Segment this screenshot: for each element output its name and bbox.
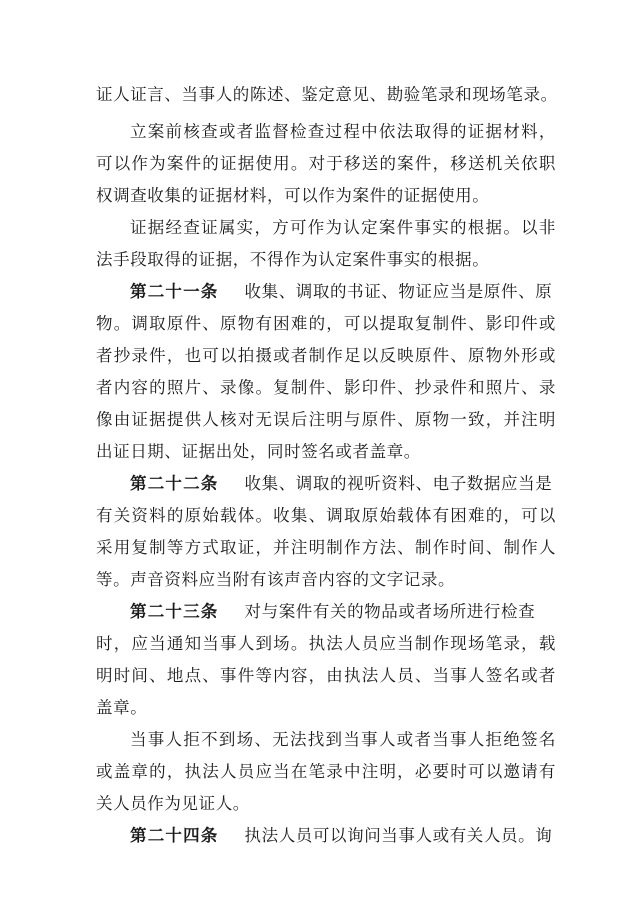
text-line: 或盖章的，执法人员应当在笔录中注明，必要时可以邀请有 [96,762,556,781]
text-line: 明时间、地点、事件等内容，由执法人员、当事人签名或者 [96,666,556,685]
text-line: 法手段取得的证据，不得作为认定案件事实的根据。 [96,250,490,269]
text-line: 证人证言、当事人的陈述、鉴定意见、勘验笔录和现场笔录。 [96,85,558,104]
article-heading: 第二十四条 [130,826,219,845]
article-24-line [130,828,556,845]
article-heading: 第二十三条 [130,602,219,621]
text-line: 盖章。 [96,698,148,717]
text-line: 物。调取原件、原物有困难的，可以提取复制件、影印件或 [96,314,556,333]
article-heading: 第二十一条 [130,282,219,301]
article-heading: 第二十二条 [130,474,219,493]
text-line: 出证日期、证据出处，同时签名或者盖章。 [96,442,421,461]
text-line: 者抄录件，也可以拍摄或者制作足以反映原件、原物外形或 [96,346,556,365]
article-23-line [130,604,556,621]
text-line: 者内容的照片、录像。复制件、影印件、抄录件和照片、录 [96,378,556,397]
paragraph-first-line: 立案前核查或者监督检查过程中依法取得的证据材料， [130,122,556,141]
article-22-line [130,476,556,493]
article-text: 对与案件有关的物品或者场所进行检查 [244,602,536,621]
article-text: 执法人员可以询问当事人或有关人员。询 [244,826,553,845]
paragraph-first-line: 证据经查证属实，方可作为认定案件事实的根据。以非 [130,218,556,237]
text-line: 时，应当通知当事人到场。执法人员应当制作现场笔录，载 [96,634,556,653]
article-21-line [130,284,556,301]
article-text: 收集、调取的书证、物证应当是原件、原 [244,282,553,301]
article-text: 收集、调取的视听资料、电子数据应当是 [244,474,553,493]
text-line: 有关资料的原始载体。收集、调取原始载体有困难的，可以 [96,506,556,525]
text-line: 权调查收集的证据材料，可以作为案件的证据使用。 [96,186,490,205]
paragraph-first-line: 当事人拒不到场、无法找到当事人或者当事人拒绝签名 [130,730,556,749]
text-line: 采用复制等方式取证，并注明制作方法、制作时间、制作人 [96,538,556,557]
text-line: 等。声音资料应当附有该声音内容的文字记录。 [96,570,456,589]
text-line: 像由证据提供人核对无误后注明与原件、原物一致，并注明 [96,410,556,429]
text-line: 可以作为案件的证据使用。对于移送的案件，移送机关依职 [96,154,556,173]
text-line: 关人员作为见证人。 [96,794,250,813]
